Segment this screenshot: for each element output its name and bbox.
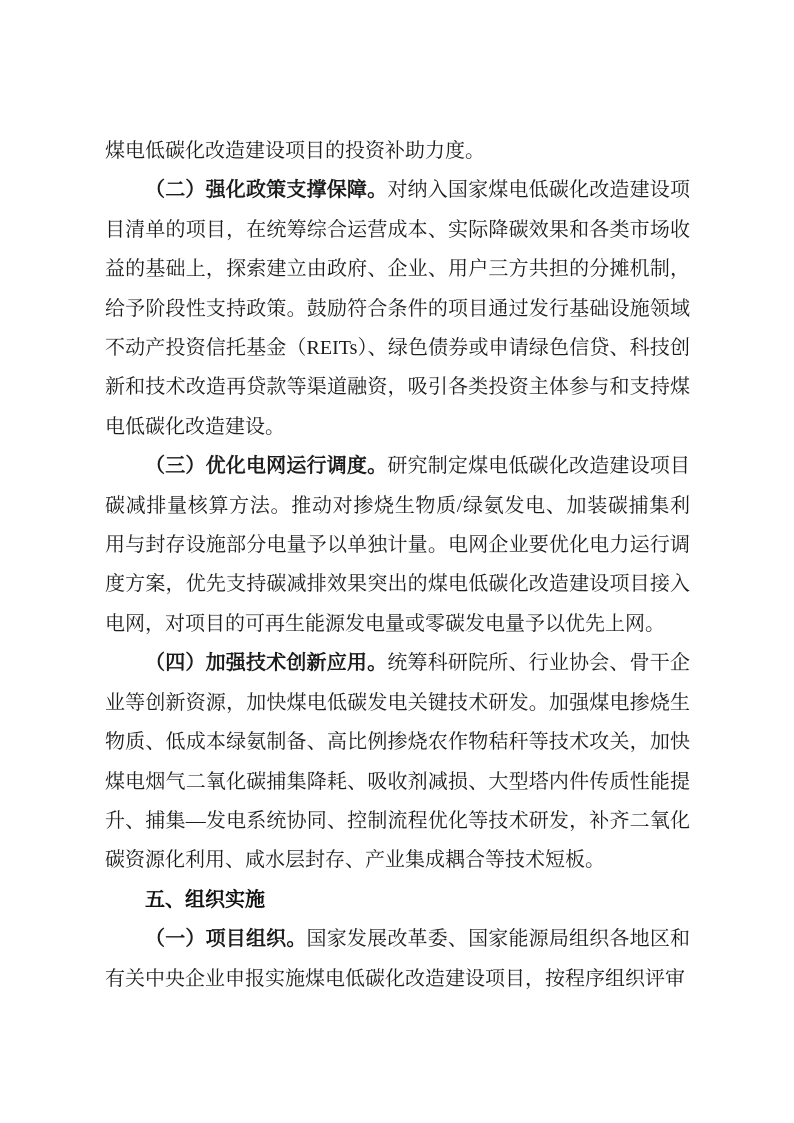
paragraph-project-organization <box>105 920 690 999</box>
paragraph-text: 研究制定煤电低碳化改造建设项目碳减排量核算方法。推动对掺烧生物质/绿氨发电、加装碳捕集利用与封存设施部分电量予以单独计量。电网企业要优化电力运行调度方案，优先支持碳减排效果突出的煤电低碳化改造建设项目接入电网，对项目的可再生能源发电量或零碳发电量予以优先上网。 <box>105 455 691 635</box>
paragraph-lead: （四）加强技术创新应用。 <box>145 652 388 675</box>
paragraph-text: 统筹科研院所、行业协会、骨干企业等创新资源，加快煤电低碳发电关键技术研发。加强煤电掺烧生物质、低成本绿氨制备、高比例掺烧农作物秸秆等技术攻关，加快煤电烟气二氧化碳捕集降耗、吸收剂减损、大型塔内件传质性能提升、捕集—发电系统协同、控制流程优化等技术研发，补齐二氧化碳资源化利用、咸水层封存、产业集成耦合等技术短板。 <box>105 652 691 872</box>
paragraph-tech-innovation <box>105 644 690 880</box>
paragraph-lead: （二）强化政策支撑保障。 <box>145 179 388 202</box>
paragraph-grid-dispatch <box>105 447 690 644</box>
paragraph-lead: （一）项目组织。 <box>145 928 307 951</box>
paragraph-lead: （三）优化电网运行调度。 <box>145 455 388 478</box>
document-body <box>105 132 690 999</box>
paragraph-text: 煤电低碳化改造建设项目的投资补助力度。 <box>105 140 485 162</box>
paragraph-text: 国家发展改革委、国家能源局组织各地区和有关中央企业申报实施煤电低碳化改造建设项目，按程序组织评审 <box>105 928 691 990</box>
paragraph-investment-subsidy-continuation <box>105 132 690 171</box>
section-heading-organization: 五、组织实施 <box>145 888 265 911</box>
paragraph-text: 对纳入国家煤电低碳化改造建设项目清单的项目，在统筹综合运营成本、实际降碳效果和各类市场收益的基础上，探索建立由政府、企业、用户三方共担的分摊机制，给予阶段性支持政策。鼓励符合条件的项目通过发行基础设施领域不动产投资信托基金（REITs）、绿色债券或申请绿色信贷、科技创新和技术改造再贷款等渠道融资，吸引各类投资主体参与和支持煤电低碳化改造建设。 <box>105 179 691 438</box>
paragraph-policy-support <box>105 171 690 447</box>
